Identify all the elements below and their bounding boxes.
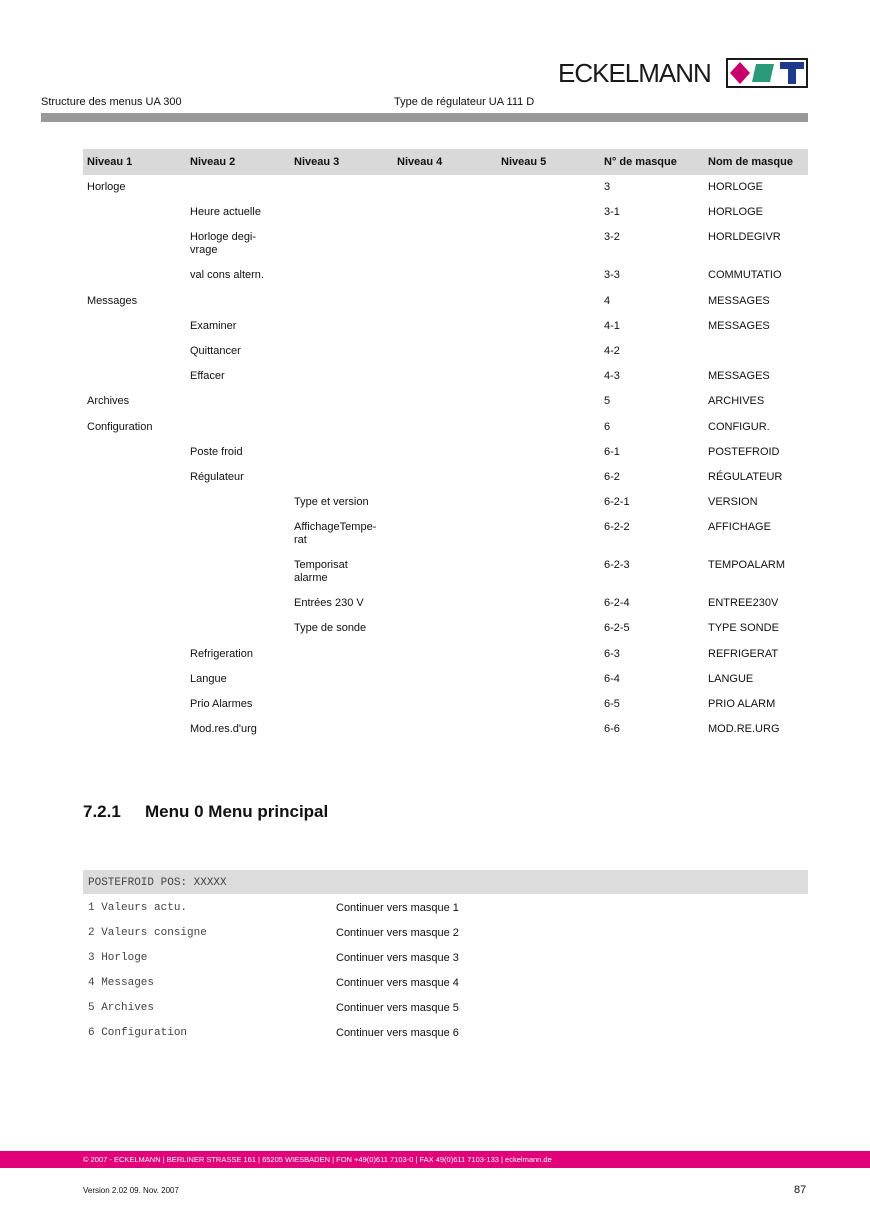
table-row bbox=[83, 717, 808, 742]
table-cell: VERSION bbox=[708, 496, 758, 509]
table-cell: 6-2-1 bbox=[604, 496, 630, 509]
table-row bbox=[83, 591, 808, 616]
footer-contact-line: © 2007 - ECKELMANN | BERLINER STRASSE 161 | 65205 WIESBADEN | FON +49(0)611 7103-0 | FAX 49(0)611 7103-133 | eckelmann.de bbox=[83, 1155, 552, 1164]
menu-item-action: Continuer vers masque 5 bbox=[336, 1002, 459, 1014]
table-cell: Messages bbox=[87, 294, 138, 307]
table-cell: Archives bbox=[87, 395, 130, 408]
table-cell: 6-2-3 bbox=[604, 559, 630, 572]
table-row bbox=[83, 175, 808, 200]
table-cell: Quittancer bbox=[190, 344, 241, 357]
table-cell: 4-2 bbox=[604, 344, 620, 357]
table-row bbox=[83, 389, 808, 414]
table-row bbox=[83, 225, 808, 263]
menu-item bbox=[83, 927, 808, 952]
table-cell: 3-3 bbox=[604, 269, 620, 282]
table-row bbox=[83, 339, 808, 364]
table-cell: 6-6 bbox=[604, 723, 620, 736]
table-cell: val cons altern. bbox=[190, 269, 264, 282]
table-cell: Examiner bbox=[190, 319, 237, 332]
table-cell: MESSAGES bbox=[708, 319, 770, 332]
table-row bbox=[83, 490, 808, 515]
table-cell: 6-1 bbox=[604, 445, 620, 458]
menu-item-action: Continuer vers masque 1 bbox=[336, 902, 459, 914]
table-row bbox=[83, 515, 808, 553]
table-row bbox=[83, 364, 808, 389]
table-cell: Heure actuelle bbox=[190, 206, 261, 219]
table-cell: Horloge degi- vrage bbox=[190, 231, 257, 257]
brand-logo-text: ECKELMANN bbox=[558, 58, 711, 88]
table-cell: Régulateur bbox=[190, 470, 244, 483]
table-cell: 4-1 bbox=[604, 319, 620, 332]
table-cell: 6-3 bbox=[604, 647, 620, 660]
logo-navy-block bbox=[780, 62, 804, 69]
menu-item-action: Continuer vers masque 4 bbox=[336, 977, 459, 989]
table-row bbox=[83, 263, 808, 288]
table-cell: MESSAGES bbox=[708, 294, 770, 307]
section-number: 7.2.1 bbox=[83, 802, 121, 821]
table-row bbox=[83, 314, 808, 339]
table-body bbox=[83, 175, 808, 742]
table-cell: MOD.RE.URG bbox=[708, 723, 780, 736]
table-cell: Type et version bbox=[294, 496, 369, 509]
table-cell: 3 bbox=[604, 181, 611, 193]
table-cell: TYPE SONDE bbox=[708, 622, 779, 635]
column-header: Nom de masque bbox=[708, 156, 793, 168]
table-row bbox=[83, 289, 808, 314]
table-cell: Horloge bbox=[87, 181, 126, 193]
menu-item-label: 6 Configuration bbox=[88, 1027, 188, 1039]
column-header: Niveau 5 bbox=[501, 156, 547, 168]
column-header: Niveau 3 bbox=[294, 156, 340, 168]
column-header: Niveau 2 bbox=[190, 156, 236, 168]
table-cell: 5 bbox=[604, 395, 611, 408]
table-cell: Refrigeration bbox=[190, 647, 253, 660]
table-cell: Entrées 230 V bbox=[294, 597, 364, 610]
table-cell: COMMUTATIO bbox=[708, 269, 782, 282]
table-cell: ENTREE230V bbox=[708, 597, 779, 610]
table-row bbox=[83, 616, 808, 641]
table-cell: TEMPOALARM bbox=[708, 559, 786, 572]
table-cell: REFRIGERAT bbox=[708, 647, 779, 660]
table-cell: RÉGULATEUR bbox=[708, 470, 783, 483]
menu-item bbox=[83, 977, 808, 1002]
menu-header-text: POSTEFROID POS: XXXXX bbox=[88, 877, 227, 889]
menu-item-label: 5 Archives bbox=[88, 1002, 155, 1014]
header-document-title: Structure des menus UA 300 bbox=[41, 96, 182, 108]
table-cell: Poste froid bbox=[190, 445, 243, 458]
table-row bbox=[83, 642, 808, 667]
menu-item-action: Continuer vers masque 2 bbox=[336, 927, 459, 939]
table-row bbox=[83, 415, 808, 440]
brand-logo-icon bbox=[726, 58, 808, 88]
table-cell: 6-2 bbox=[604, 470, 620, 483]
table-cell: Configuration bbox=[87, 420, 153, 433]
table-cell: PRIO ALARM bbox=[708, 698, 776, 710]
table-cell: 6-2-2 bbox=[604, 521, 630, 534]
menu-item-action: Continuer vers masque 6 bbox=[336, 1027, 459, 1039]
table-cell: 6-2-4 bbox=[604, 597, 630, 610]
header-controller-type: Type de régulateur UA 111 D bbox=[394, 96, 535, 108]
table-cell: Type de sonde bbox=[294, 622, 367, 635]
column-header: Niveau 1 bbox=[87, 156, 133, 168]
column-header: N° de masque bbox=[604, 156, 677, 168]
table-cell: 4 bbox=[604, 294, 611, 307]
menu-item-action: Continuer vers masque 3 bbox=[336, 952, 459, 964]
table-cell: 4-3 bbox=[604, 370, 620, 383]
footer-version: Version 2.02 09. Nov. 2007 bbox=[83, 1186, 179, 1195]
menu-structure-table bbox=[83, 149, 808, 742]
table-row bbox=[83, 200, 808, 225]
table-cell: CONFIGUR. bbox=[708, 420, 770, 433]
table-cell: 6-4 bbox=[604, 672, 620, 685]
table-cell: POSTEFROID bbox=[708, 445, 780, 458]
table-row bbox=[83, 440, 808, 465]
menu-item-label: 4 Messages bbox=[88, 977, 155, 989]
table-cell: HORLOGE bbox=[708, 206, 764, 219]
table-cell: LANGUE bbox=[708, 672, 754, 685]
table-row bbox=[83, 692, 808, 717]
header-divider-bar bbox=[41, 113, 808, 122]
table-cell: Temporisat alarme bbox=[294, 559, 348, 585]
page-number: 87 bbox=[794, 1184, 807, 1196]
table-row bbox=[83, 667, 808, 692]
table-cell: Effacer bbox=[190, 370, 225, 383]
menu-item-label: 1 Valeurs actu. bbox=[88, 902, 188, 914]
table-cell: 6-2-5 bbox=[604, 622, 630, 635]
table-cell: 6-5 bbox=[604, 698, 620, 710]
table-cell: ARCHIVES bbox=[708, 395, 765, 408]
menu-item-label: 3 Horloge bbox=[88, 952, 148, 964]
table-cell: Langue bbox=[190, 672, 227, 685]
table-cell: MESSAGES bbox=[708, 370, 770, 383]
table-cell: AFFICHAGE bbox=[708, 521, 771, 534]
menu-item bbox=[83, 1002, 808, 1027]
table-row bbox=[83, 553, 808, 591]
table-cell: Prio Alarmes bbox=[190, 698, 253, 710]
menu-item bbox=[83, 1027, 808, 1052]
table-cell: HORLDEGIVR bbox=[708, 231, 781, 244]
table-row bbox=[83, 465, 808, 490]
table-cell: 6 bbox=[604, 420, 611, 433]
table-cell: Mod.res.d'urg bbox=[190, 723, 257, 736]
table-cell: 3-1 bbox=[604, 206, 620, 219]
column-header: Niveau 4 bbox=[397, 156, 443, 168]
menu-item-label: 2 Valeurs consigne bbox=[88, 927, 207, 939]
table-header-row bbox=[83, 149, 808, 175]
table-cell: HORLOGE bbox=[708, 181, 764, 193]
table-cell: 3-2 bbox=[604, 231, 620, 244]
table-cell: AffichageTempe- rat bbox=[294, 521, 377, 547]
menu-item bbox=[83, 952, 808, 977]
menu-item bbox=[83, 902, 808, 927]
section-title: Menu 0 Menu principal bbox=[145, 802, 329, 821]
